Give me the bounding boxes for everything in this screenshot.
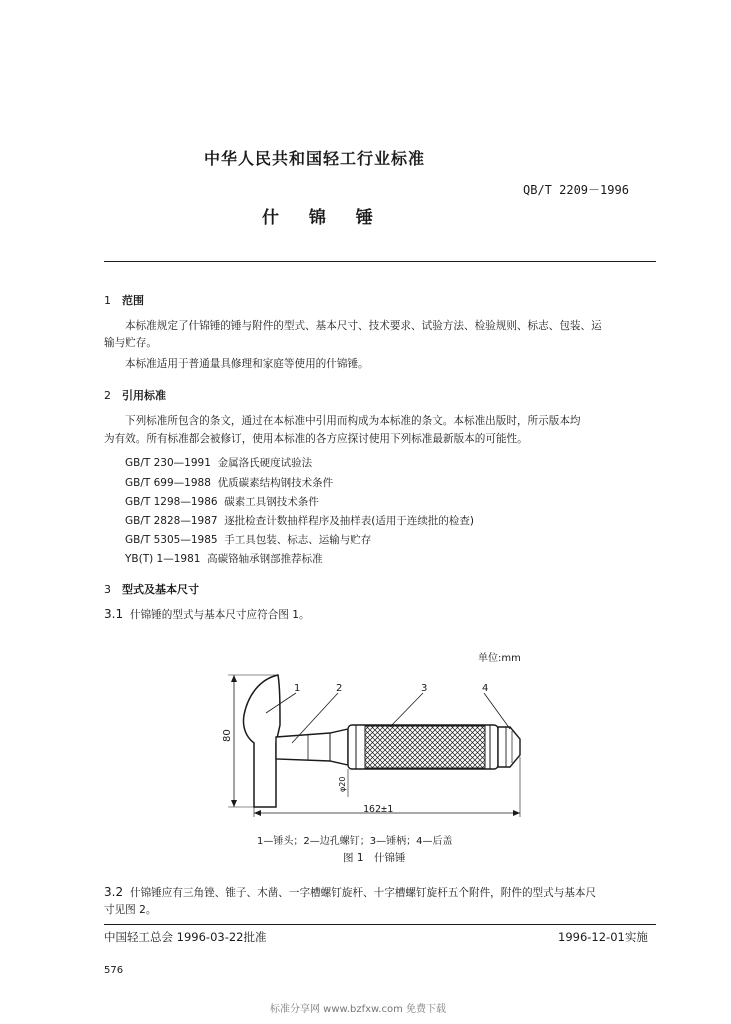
- leader-3: [390, 693, 423, 727]
- reference-code: YB(T) 1—1981: [125, 553, 201, 565]
- reference-name: 高碳铬轴承钢部推荐标准: [207, 553, 323, 565]
- approval-line: 中国轻工总会 1996-03-22批准: [104, 930, 267, 944]
- header-rule: [104, 261, 656, 262]
- footer-rule: [104, 924, 656, 925]
- reference-name: 优质碳素结构钢技术条件: [217, 477, 334, 489]
- section-3-number: 3: [104, 583, 111, 596]
- section-2-heading: [104, 387, 166, 403]
- page-number: 576: [104, 965, 124, 976]
- section-3-heading: [104, 581, 199, 597]
- section-1-heading: [104, 292, 144, 308]
- reference-item: [125, 455, 312, 470]
- reference-code: GB/T 1298—1986: [125, 496, 218, 508]
- callout-4: 4: [482, 683, 489, 694]
- callout-1: 1: [294, 683, 301, 694]
- handle-knurl: [365, 726, 485, 768]
- reference-item: [125, 513, 474, 528]
- figure-legend: 1—锤头；2—边孔螺钉；3—锤柄；4—后盖: [257, 836, 453, 847]
- end-cap: [498, 727, 520, 767]
- reference-code: GB/T 2828—1987: [125, 515, 218, 527]
- reference-item: [125, 532, 371, 547]
- section-1-para-1a: 本标准规定了什锦锤的锤与附件的型式、基本尺寸、技术要求、试验方法、检验规则、标志、包装、运: [125, 320, 602, 332]
- clause-3-2-text-b: 寸见图 2。: [104, 904, 157, 916]
- clause-3-1-text: 什锦锤的型式与基本尺寸应符合图 1。: [130, 609, 310, 621]
- reference-code: GB/T 699—1988: [125, 477, 211, 489]
- clause-3-1-number: 3.1: [104, 607, 124, 621]
- dim-diameter: φ20: [338, 776, 347, 792]
- clause-3-2-number: 3.2: [104, 885, 124, 899]
- section-2-number: 2: [104, 389, 111, 402]
- reference-item: [125, 494, 319, 509]
- callout-3: 3: [421, 683, 428, 694]
- dim-height: 80: [222, 729, 233, 742]
- leader-4: [484, 693, 510, 729]
- reference-code: GB/T 230—1991: [125, 457, 211, 469]
- figure-unit: 单位:mm: [478, 653, 521, 664]
- hammer-neck: [276, 729, 348, 765]
- reference-item: [125, 475, 333, 490]
- hammer-head: [243, 675, 280, 807]
- reference-name: 金属洛氏硬度试验法: [217, 457, 313, 469]
- effective-date: 1996-12-01实施: [558, 930, 648, 944]
- reference-name: 碳素工具钢技术条件: [224, 496, 319, 508]
- section-2-title: 引用标准: [122, 389, 166, 402]
- watermark-text: 标准分享网 www.bzfxw.com 免费下载: [270, 1004, 446, 1015]
- reference-code: GB/T 5305—1985: [125, 534, 218, 546]
- section-1-para-1b: 输与贮存。: [104, 337, 157, 349]
- section-1-para-2: 本标准适用于普通量具修理和家庭等使用的什锦锤。: [125, 358, 369, 370]
- reference-name: 手工具包装、标志、运输与贮存: [224, 534, 372, 546]
- section-1-title: 范围: [122, 294, 144, 307]
- reference-item: [125, 551, 323, 566]
- reference-name: 逐批检查计数抽样程序及抽样表(适用于连续批的检查): [224, 515, 474, 527]
- section-1-number: 1: [104, 294, 111, 307]
- figure-caption: 图 1 什锦锤: [343, 852, 406, 864]
- section-2-para-1b: 为有效。所有标准都会被修订，使用本标准的各方应探讨使用下列标准最新版本的可能性。: [104, 433, 528, 445]
- section-3-title: 型式及基本尺寸: [122, 583, 199, 596]
- standard-number: QB/T 2209－1996: [523, 183, 629, 197]
- clause-3-2-text-a: 什锦锤应有三角锉、锥子、木凿、一字槽螺钉旋杆、十字槽螺钉旋杆五个附件，附件的型式与基本尺: [130, 887, 597, 899]
- callout-2: 2: [336, 683, 343, 694]
- section-2-para-1a: 下列标准所包含的条文，通过在本标准中引用而构成为本标准的条文。本标准出版时，所示版本均: [125, 415, 581, 427]
- document-title: 什 锦 锤: [262, 208, 385, 228]
- clause-3-1: [104, 606, 310, 624]
- dim-length: 162±1: [363, 804, 394, 815]
- clause-3-2: [104, 884, 596, 902]
- issuing-body-header: 中华人民共和国轻工行业标准: [204, 149, 426, 168]
